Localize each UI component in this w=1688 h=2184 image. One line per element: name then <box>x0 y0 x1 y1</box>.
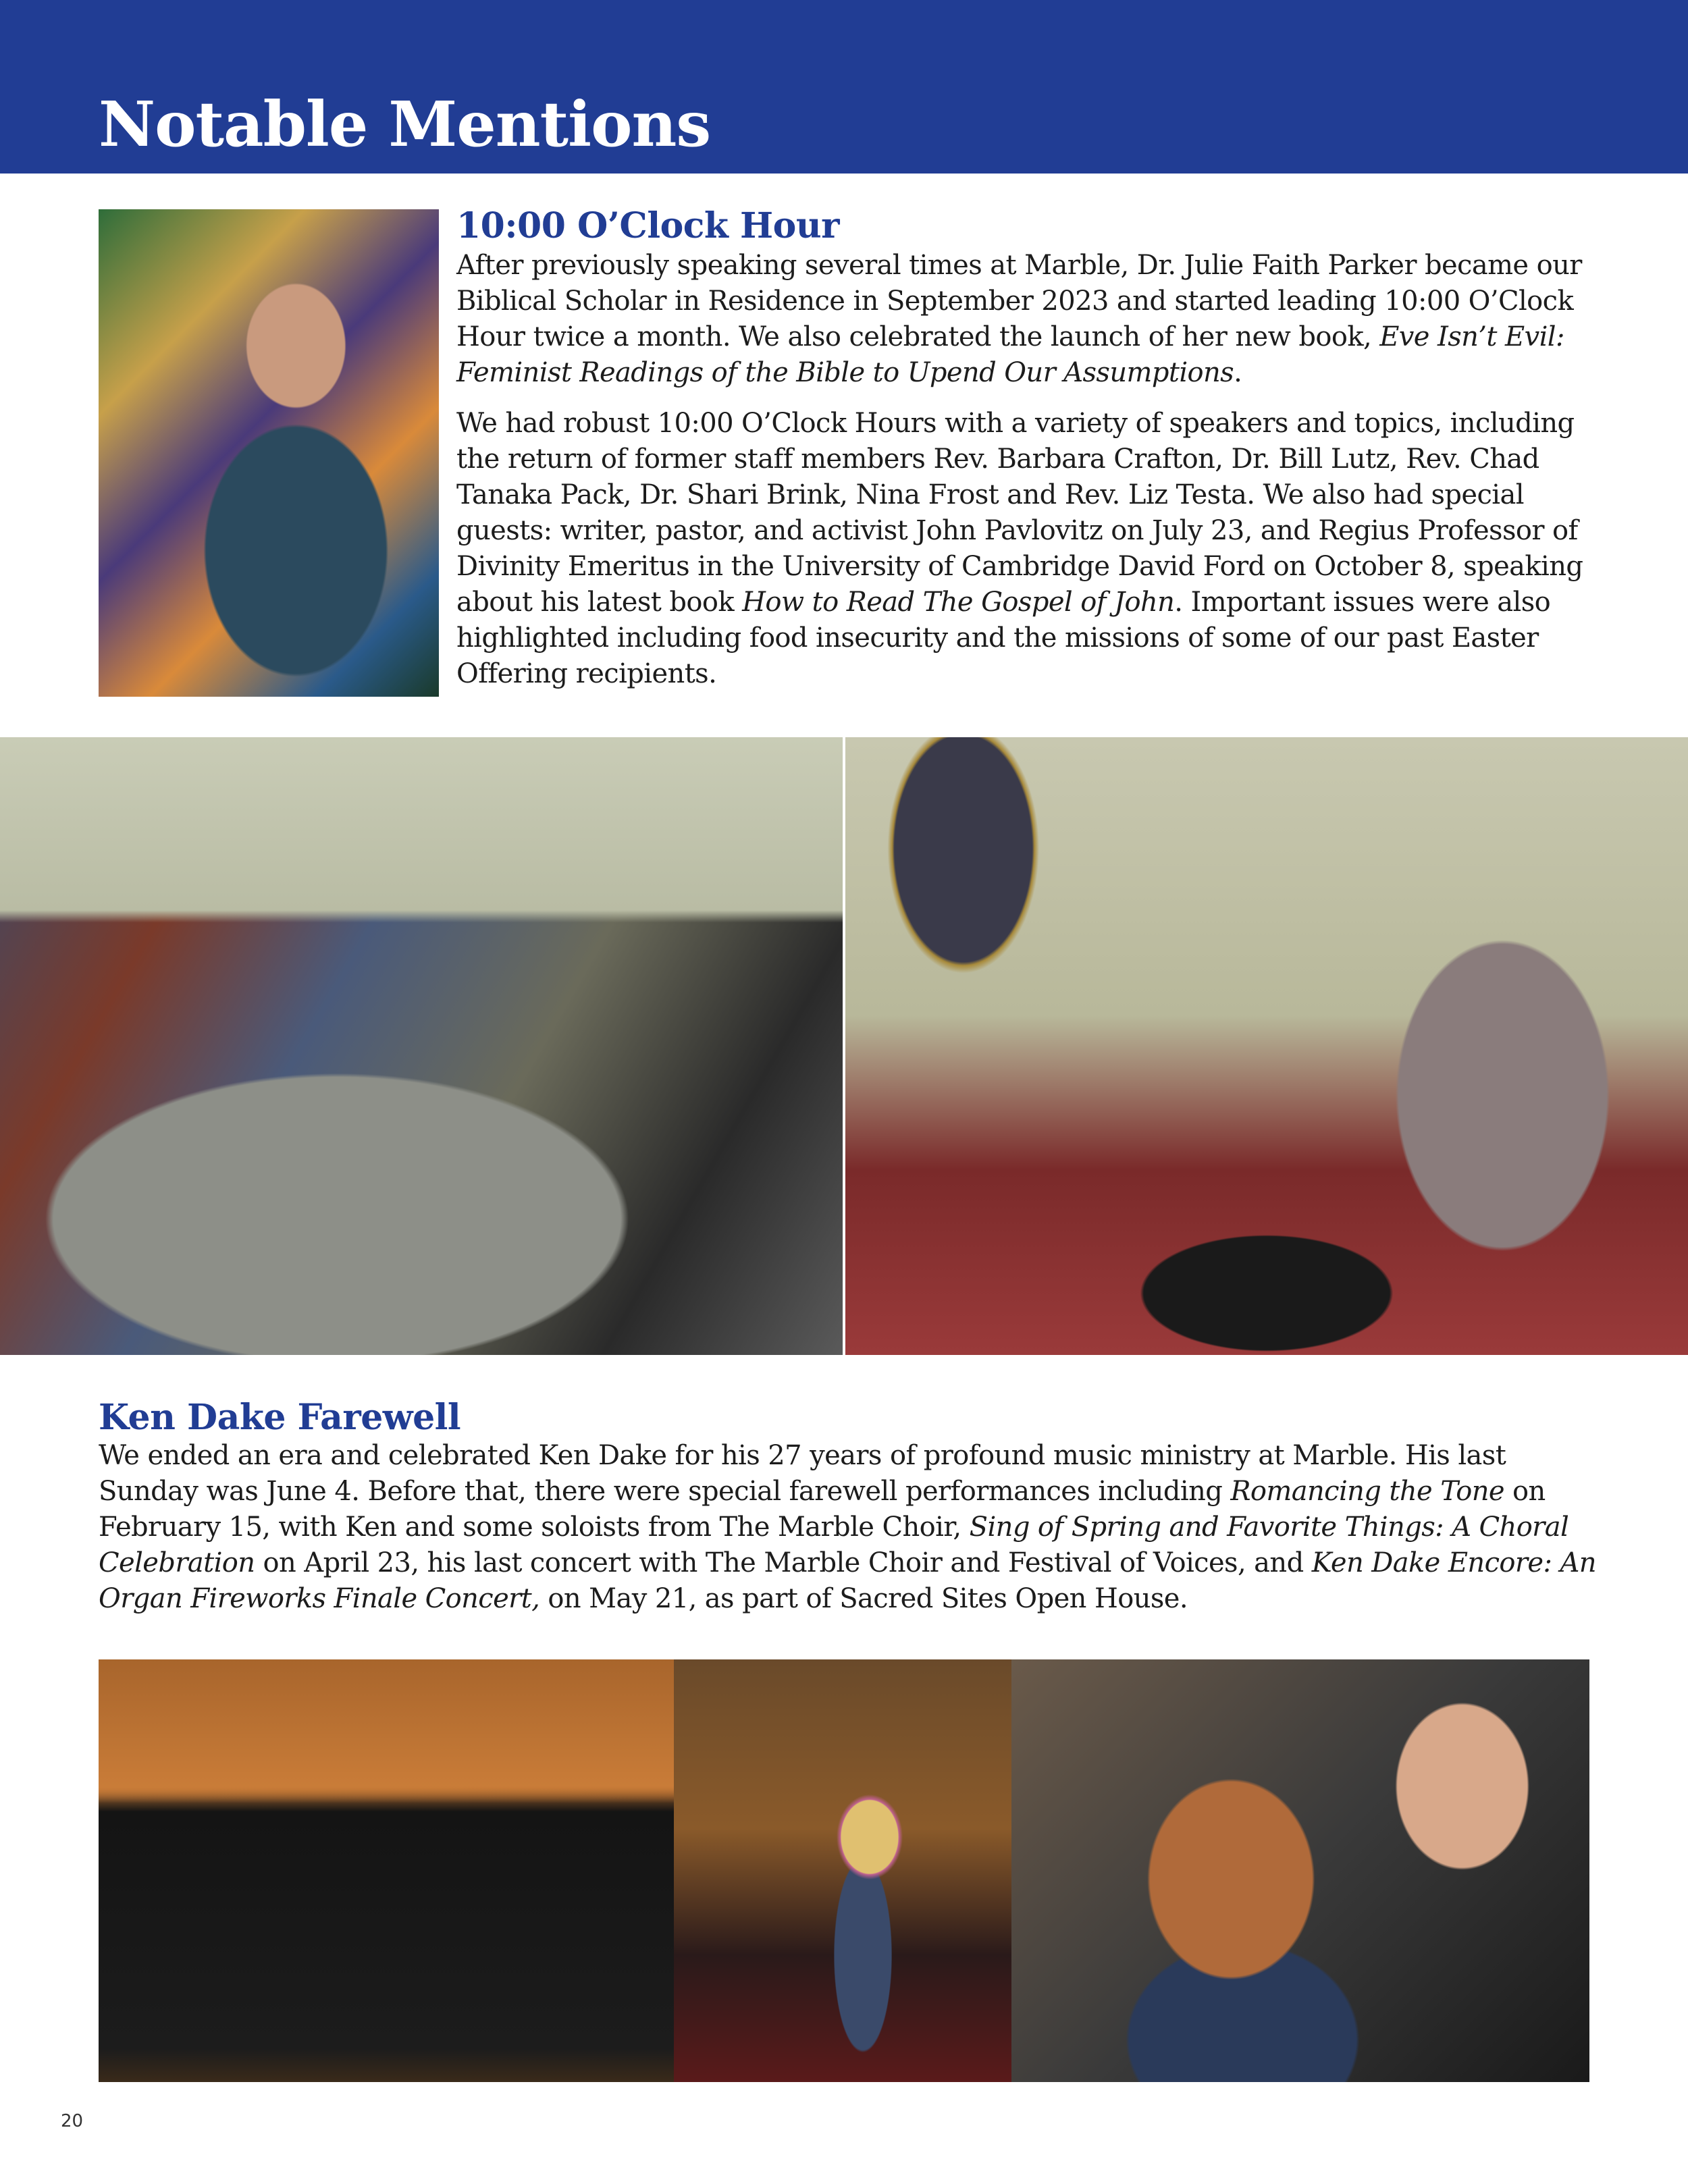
book-title-gospel-of-john: How to Read The Gospel of John <box>742 587 1175 618</box>
section-heading-1000-oclock-hour: 10:00 O’Clock Hour <box>456 205 840 246</box>
concert-title-sing-of-spring: Sing of Spring and Favorite Things: A Choral Celebration <box>99 1512 1569 1578</box>
photo-julie-faith-parker <box>99 209 439 697</box>
page-title: Notable Mentions <box>99 88 711 161</box>
photo-choir-performance <box>99 1659 674 2082</box>
photo-audience-speaker <box>0 737 843 1355</box>
paragraph-ken-dake: We ended an era and celebrated Ken Dake for his 27 years of profound music ministry at Marble. His last Sunday was June 4. Before that, there were special farewell performances including Romancing the Tone on February 15, with Ken and some soloists from The Marble Choir, Sing of Spring and Favorite Things: A Choral Celebration on April 23, his last concert with The Marble Choir and Festival of Voices, and Ken Dake Encore: An Organ Fireworks Finale Concert, on May 21, as part of Sacred Sites Open House. <box>99 1440 1596 1614</box>
section-1000-body <box>456 248 1598 692</box>
concert-title-ken-dake-encore: Ken Dake Encore: An Organ Fireworks Finale Concert, <box>99 1547 1596 1614</box>
section-ken-body <box>99 1438 1598 1617</box>
concert-title-romancing-the-tone: Romancing the Tone <box>1230 1476 1504 1507</box>
paragraph-parker: After previously speaking several times at Marble, Dr. Julie Faith Parker became our Biblical Scholar in Residence in September 2023 and started leading 10:00 O’Clock Hour twice a month. We also celebrated the launch of her new book, Eve Isn’t Evil: Feminist Readings of the Bible to Upend Our Assumptions. <box>456 250 1582 388</box>
page-number: 20 <box>61 2111 84 2131</box>
section-heading-ken-dake-farewell: Ken Dake Farewell <box>99 1397 461 1438</box>
photo-ken-with-bouquet <box>674 1659 1011 2082</box>
photo-farewell-hug <box>1011 1659 1589 2082</box>
paragraph-speakers: We had robust 10:00 O’Clock Hours with a variety of speakers and topics, including the return of former staff members Rev. Barbara Crafton, Dr. Bill Lutz, Rev. Chad Tanaka Pack, Dr. Shari Brink, Nina Frost and Rev. Liz Testa. We also had special guests: writer, pastor, and activist John Pavlovitz on July 23, and Regius Professor of Divinity Emeritus in the University of Cambridge David Ford on October 8, speaking about his latest book How to Read The Gospel of John. Important issues were also highlighted including food insecurity and the missions of some of our past Easter Offering recipients. <box>456 408 1583 689</box>
book-title-eve-isnt-evil: Eve Isn’t Evil: Feminist Readings of the Bible to Upend Our Assumptions <box>456 321 1564 388</box>
photo-book-signing <box>845 737 1688 1355</box>
